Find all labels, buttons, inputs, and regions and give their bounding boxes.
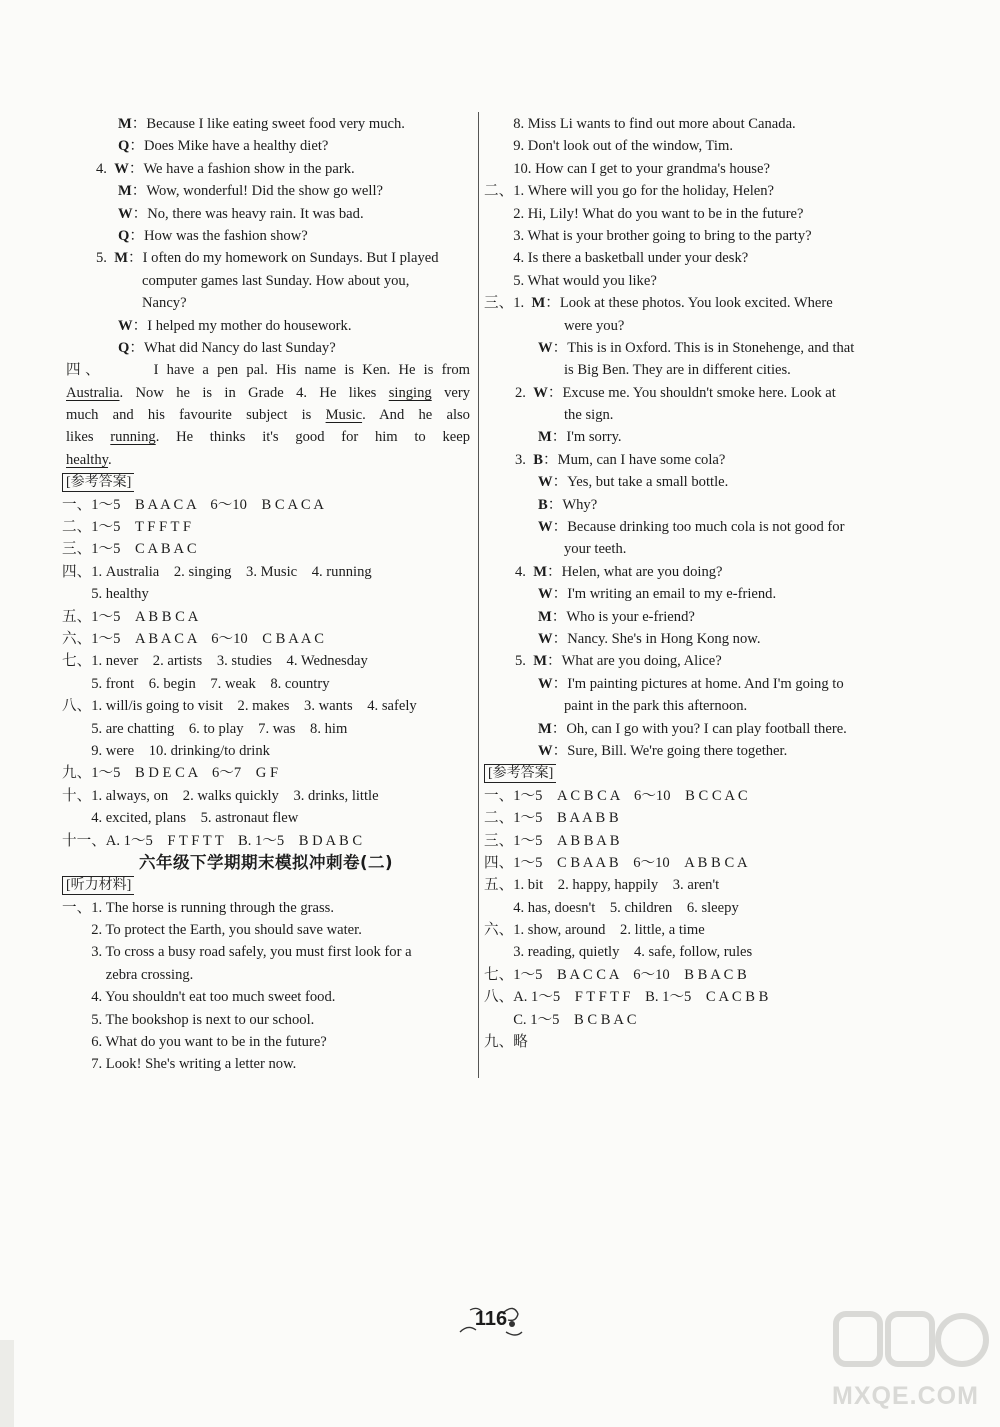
listening-line: 5. What would you like? (484, 272, 657, 289)
dialogue-line: 2. W：Excuse me. You shouldn't smoke here. Look at (515, 384, 836, 401)
listening-line: 5. The bookshop is next to our school. (62, 1011, 315, 1028)
listening-line: 4. Is there a basketball under your desk? (484, 250, 749, 267)
answer-line: 十一、A. 1～5 F T F T T B. 1～5 B D A B C (62, 832, 363, 849)
answer-line: 4. has, doesn't 5. children 6. sleepy (484, 899, 739, 916)
listening-line: 9. Don't look out of the window, Tim. (484, 138, 733, 155)
dialogue-line: W：I'm writing an email to my e-friend. (538, 586, 777, 603)
answer-line: 二、1～5 B A A B B (484, 810, 619, 827)
dialogue-line: Nancy? (142, 295, 187, 312)
listening-line: 二、1. Where will you go for the holiday, Helen? (484, 183, 775, 200)
answer-line: C. 1～5 B C B A C (484, 1011, 637, 1028)
listening-line: 2. Hi, Lily! What do you want to be in the future? (484, 205, 804, 222)
answer-line: 5. front 6. begin 7. weak 8. country (62, 675, 330, 692)
dialogue-line: M：Because I like eating sweet food very much. (118, 116, 405, 132)
answer-blank: singing (388, 384, 432, 401)
dialogue-line: 5. M：What are you doing, Alice? (515, 653, 722, 670)
answer-line: 三、1～5 A B B A B (484, 832, 620, 849)
dialogue-line: M：Oh, can I go with you? I can play football there. (538, 720, 847, 737)
right-answers (484, 762, 890, 1053)
dialogue-line: 三、1. M：Look at these photos. You look excited. Where (484, 295, 833, 312)
answer-line: 一、1～5 B A A C A 6～10 B C A C A (62, 496, 324, 513)
left-answers (62, 471, 470, 1076)
passage: 四、 I have a pen pal. His name is Ken. He is from Australia. Now he is in Grade 4. He likes singing very much and his favourite subject is Music. And he also likes running. He thinks it's good for him to keep healthy. (66, 362, 470, 468)
left-column (62, 113, 470, 1076)
answer-line: 九、略 (484, 1034, 528, 1051)
dialogue-line: your teeth. (564, 541, 627, 558)
answer-blank: healthy (66, 451, 109, 468)
column-divider (478, 112, 479, 1078)
answer-line: 四、1. Australia 2. singing 3. Music 4. running (62, 563, 372, 580)
watermark-logo-icon (832, 1300, 992, 1380)
listening-line: 7. Look! She's writing a letter now. (62, 1056, 297, 1073)
dialogue-line: M：Wow, wonderful! Did the show go well? (118, 183, 383, 200)
page-number-badge (456, 1302, 526, 1342)
answer-line: 十、1. always, on 2. walks quickly 3. drinks, little (62, 787, 379, 804)
listening-header: [听力材料] (62, 876, 134, 895)
answer-line: 八、A. 1～5 F T F T F B. 1～5 C A C B B (484, 989, 769, 1006)
answer-line: 五、1. bit 2. happy, happily 3. aren't (484, 877, 720, 894)
answer-line: 三、1～5 C A B A C (62, 541, 197, 558)
dialogue-line: W：I helped my mother do housework. (118, 317, 352, 334)
dialogue-line: Q：How was the fashion show? (118, 227, 308, 244)
right-column (484, 113, 890, 1053)
dialogue-line: W：This is in Oxford. This is in Stonehenge, and that (538, 339, 855, 356)
dialogue-line: computer games last Sunday. How about you, (142, 272, 410, 289)
dialogue-line: is Big Ben. They are in different cities. (564, 362, 791, 379)
dialogue-line: W：Nancy. She's in Hong Kong now. (538, 630, 761, 647)
answer-line: 七、1～5 B A C C A 6～10 B B A C B (484, 966, 747, 983)
listening-line: 8. Miss Li wants to find out more about Canada. (484, 116, 796, 132)
answer-line: 二、1～5 T F F T F (62, 519, 191, 536)
listening-line: 一、1. The horse is running through the grass. (62, 899, 334, 916)
watermark-text: MXQE.COM (832, 1382, 979, 1410)
answer-line: 六、1. show, around 2. little, a time (484, 922, 705, 939)
right-listening (484, 113, 890, 292)
answer-line: 3. reading, quietly 4. safe, follow, rules (484, 944, 753, 961)
answer-line: 九、1～5 B D E C A 6～7 G F (62, 765, 279, 782)
page-edge (0, 1340, 14, 1427)
listening-line: 2. To protect the Earth, you should save water. (62, 922, 362, 939)
dialogue-line: W：No, there was heavy rain. It was bad. (118, 205, 364, 222)
listening-line: 3. What is your brother going to bring to the party? (484, 227, 812, 244)
right-dialogues (484, 292, 890, 762)
dialogue-line: 4. W：We have a fashion show in the park. (96, 160, 355, 177)
dialogue-line: M：I'm sorry. (538, 429, 622, 446)
page-number: 116 (474, 1308, 508, 1330)
answer-line: 5. healthy (62, 586, 149, 603)
answer-line: 八、1. will/is going to visit 2. makes 3. wants 4. safely (62, 698, 417, 715)
dialogue-line: paint in the park this afternoon. (564, 698, 748, 715)
listening-line: 10. How can I get to your grandma's house? (484, 160, 770, 177)
dialogue-line: M：Who is your e-friend? (538, 608, 695, 625)
listening-line: 3. To cross a busy road safely, you must first look for a (62, 944, 412, 961)
dialogue-line: W：I'm painting pictures at home. And I'm going to (538, 675, 844, 692)
dialogue-line: the sign. (564, 407, 614, 424)
answer-line: 5. are chatting 6. to play 7. was 8. him (62, 720, 348, 737)
dialogue-line: W：Yes, but take a small bottle. (538, 474, 729, 491)
dialogue-line: W：Sure, Bill. We're going there together. (538, 742, 788, 759)
dialogue-line: 3. B：Mum, can I have some cola? (515, 451, 726, 468)
section-title: 六年级下学期期末模拟冲刺卷(二) (138, 852, 394, 872)
answer-blank: Australia (66, 384, 120, 401)
answer-blank: Music (325, 407, 363, 424)
listening-line: zebra crossing. (62, 966, 194, 983)
watermark (832, 1300, 992, 1420)
dialogue-line: Q：What did Nancy do last Sunday? (118, 339, 336, 356)
answer-blank: running (110, 429, 156, 446)
answer-line: 4. excited, plans 5. astronaut flew (62, 810, 299, 827)
answer-line: 9. were 10. drinking/to drink (62, 742, 270, 759)
answer-line: 七、1. never 2. artists 3. studies 4. Wednesday (62, 653, 368, 670)
answer-line: 一、1～5 A C B C A 6～10 B C C A C (484, 787, 748, 804)
listening-line: 4. You shouldn't eat too much sweet food. (62, 989, 336, 1006)
dialogue-line: 4. M：Helen, what are you doing? (515, 563, 723, 580)
answer-line: 五、1～5 A B B C A (62, 608, 199, 625)
dialogue-line: B：Why? (538, 496, 598, 513)
dialogue-line: Q：Does Mike have a healthy diet? (118, 138, 329, 155)
answers-header: [参考答案] (62, 473, 134, 492)
answer-line: 四、1～5 C B A A B 6～10 A B B C A (484, 854, 748, 871)
listening-line: 6. What do you want to be in the future? (62, 1034, 327, 1051)
answer-line: 六、1～5 A B A C A 6～10 C B A A C (62, 630, 324, 647)
dialogue-line: 5. M：I often do my homework on Sundays. But I played (96, 250, 439, 267)
answers-header: [参考答案] (484, 764, 556, 783)
dialogue-line: were you? (564, 317, 625, 334)
dialogue-line: W：Because drinking too much cola is not good for (538, 519, 845, 536)
